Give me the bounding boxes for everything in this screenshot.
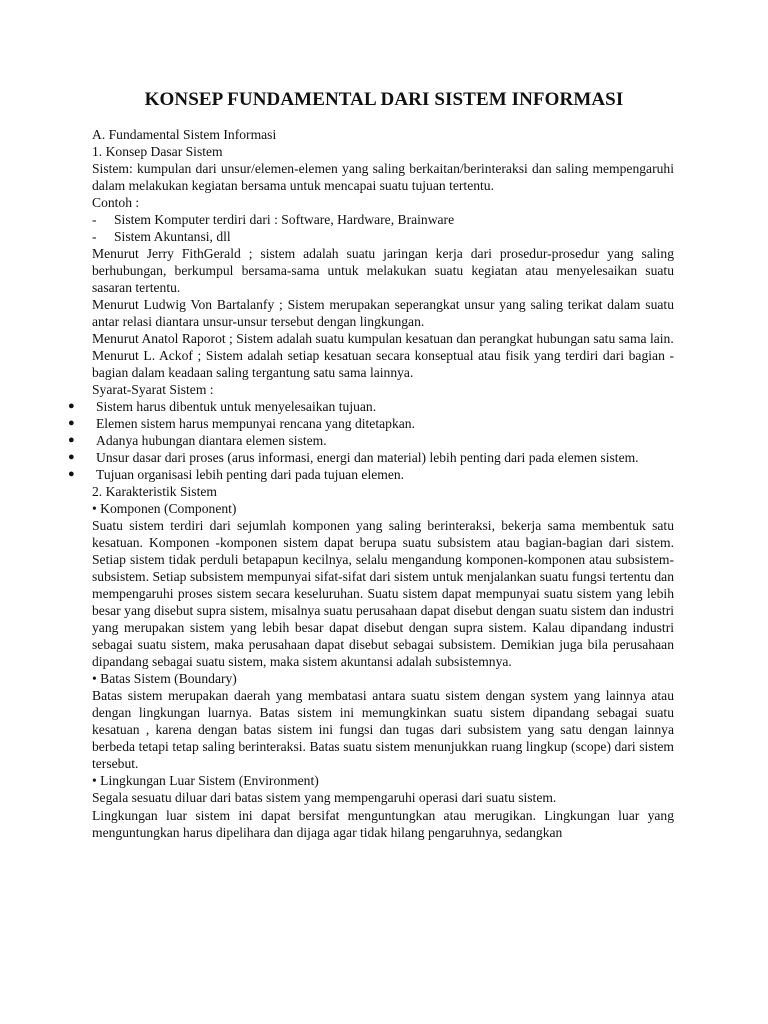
requirement-item: [68, 449, 674, 466]
dash-marker: -: [92, 229, 97, 244]
example-item: [92, 211, 674, 228]
bullet-icon: ●: [68, 400, 75, 412]
definition-ludwig: Menurut Ludwig Von Bartalanfy ; Sistem merupakan seperangkat unsur yang saling terikat dalam suatu antar relasi diantara unsur-unsur tersebut dengan lingkungan.: [92, 297, 674, 329]
system-definition: Sistem: kumpulan dari unsur/elemen-elemen yang saling berkaitan/berinteraksi dan saling mempengaruhi dalam melakukan kegiatan bersama untuk mencapai suatu tujuan tertentu.: [92, 161, 674, 193]
subheading-komponen: • Komponen (Component): [92, 501, 237, 516]
document-title: KONSEP FUNDAMENTAL DARI SISTEM INFORMASI: [144, 89, 624, 110]
requirement-item: [68, 415, 674, 432]
examples-label: Contoh :: [92, 195, 140, 210]
requirement-text: Elemen sistem harus mempunyai rencana yang ditetapkan.: [96, 416, 415, 431]
subheading-batas: • Batas Sistem (Boundary): [92, 671, 237, 686]
requirement-text: Tujuan organisasi lebih penting dari pada tujuan elemen.: [96, 467, 405, 482]
paragraph-lingkungan-1: Segala sesuatu diluar dari batas sistem yang mempengaruhi operasi dari suatu sistem.: [92, 790, 557, 805]
paragraph-batas: Batas sistem merupakan daerah yang membatasi antara suatu sistem dengan system yang lainnya atau dengan lingkungan luarnya. Batas sistem ini memungkinkan suatu sistem dipandang sebagai suatu kesatuan , karena dengan batas sistem ini fungsi dan tugas dari subsistem yang satu dengan lainnya berbeda tetapi tetap saling berinteraksi. Batas suatu sistem menunjukkan ruang lingkup (scope) dari sistem tersebut.: [92, 688, 674, 771]
requirement-item: [68, 432, 674, 449]
dash-marker: -: [92, 212, 97, 227]
bullet-icon: ●: [68, 468, 75, 480]
example-text: Sistem Akuntansi, dll: [114, 229, 231, 244]
subheading-lingkungan: • Lingkungan Luar Sistem (Environment): [92, 773, 319, 788]
example-item: [92, 228, 674, 245]
definition-ackof: Menurut L. Ackof ; Sistem adalah setiap kesatuan secara konseptual atau fisik yang terdiri dari bagian -bagian dalam keadaan saling tergantung satu sama lainnya.: [92, 348, 674, 380]
requirements-heading: Syarat-Syarat Sistem :: [92, 382, 214, 397]
bullet-icon: ●: [68, 451, 75, 463]
definition-anatol: Menurut Anatol Raporot ; Sistem adalah suatu kumpulan kesatuan dan perangkat hubungan satu sama lain.: [92, 331, 674, 346]
requirements-list: [68, 398, 674, 483]
paragraph-lingkungan-2: Lingkungan luar sistem ini dapat bersifat menguntungkan atau merugikan. Lingkungan luar yang menguntungkan harus dipelihara dan dijaga agar tidak hilang pengaruhnya, sedangkan: [92, 808, 674, 840]
requirement-item: [68, 398, 674, 415]
document-body: [68, 126, 674, 841]
definition-jerry: Menurut Jerry FithGerald ; sistem adalah suatu jaringan kerja dari prosedur-prosedur yang saling berhubungan, berkumpul bersama-sama untuk melakukan suatu kegiatan atau menyelesaikan suatu sasaran tertentu.: [92, 246, 674, 295]
bullet-icon: ●: [68, 417, 75, 429]
section-heading-2: 2. Karakteristik Sistem: [92, 484, 217, 499]
requirement-text: Sistem harus dibentuk untuk menyelesaikan tujuan.: [96, 399, 377, 414]
section-heading-a: A. Fundamental Sistem Informasi: [92, 127, 277, 142]
example-text: Sistem Komputer terdiri dari : Software, Hardware, Brainware: [114, 212, 455, 227]
requirement-text: Adanya hubungan diantara elemen sistem.: [96, 433, 327, 448]
requirement-item: [68, 466, 674, 483]
section-heading-1: 1. Konsep Dasar Sistem: [92, 144, 223, 159]
paragraph-komponen: Suatu sistem terdiri dari sejumlah komponen yang saling berinteraksi, bekerja sama membentuk satu kesatuan. Komponen -komponen sistem dapat berupa suatu subsistem atau bagian-bagian dari sistem. Setiap sistem tidak perduli betapapun kecilnya, selalu mengandung komponen-komponen atau subsistem-subsistem. Setiap subsistem mempunyai sifat-sifat dari sistem untuk menjalankan suatu fungsi tertentu dan mempengaruhi proses sistem secara keseluruhan. Suatu sistem dapat mempunyai suatu sistem yang lebih besar yang disebut supra sistem, misalnya suatu perusahaan dapat disebut dengan suatu sistem dan industri yang merupakan sistem yang lebih besar dapat disebut dengan supra sistem. Kalau dipandang industri sebagai suatu sistem, maka perusahaan dapat disebut sebagai subsistem. Demikian juga bila perusahaan dipandang sebagai suatu sistem, maka sistem akuntansi adalah subsistemnya.: [92, 518, 674, 669]
bullet-icon: ●: [68, 434, 75, 446]
requirement-text: Unsur dasar dari proses (arus informasi, energi dan material) lebih penting dari pada elemen sistem.: [96, 450, 639, 465]
